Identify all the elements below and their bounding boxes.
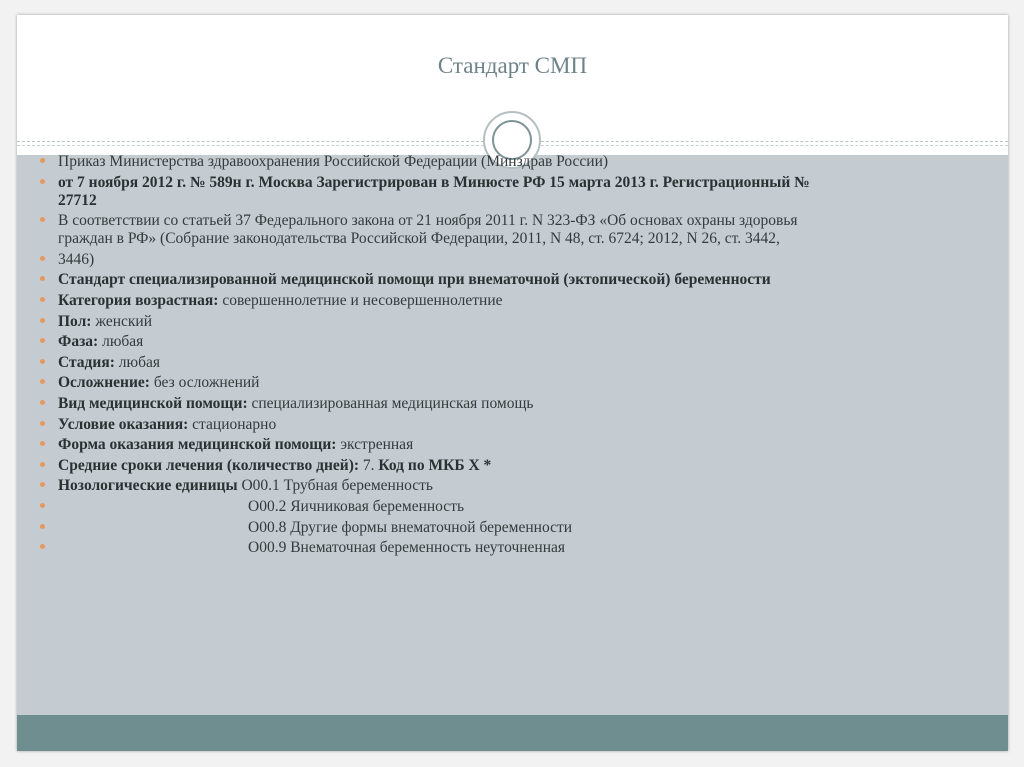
bullet-icon bbox=[40, 217, 45, 222]
item-value: специализированная медицинская помощь bbox=[247, 394, 534, 412]
list-item bbox=[40, 498, 840, 516]
bullet-icon bbox=[40, 441, 45, 446]
bullet-icon bbox=[40, 524, 45, 529]
bullet-icon bbox=[40, 482, 45, 487]
list-item bbox=[40, 292, 840, 310]
item-label: Пол: bbox=[58, 312, 92, 330]
slide-title: Стандарт СМП bbox=[437, 53, 588, 78]
bullet-icon bbox=[40, 158, 45, 163]
bottom-band bbox=[17, 715, 1008, 751]
item-text: Приказ Министерства здравоохранения Российской Федерации (Минздрав России) bbox=[58, 153, 609, 170]
bullet-icon bbox=[40, 318, 45, 323]
item-text: 3446) bbox=[58, 250, 95, 268]
item-text-indented: O00.2 Яичниковая беременность bbox=[248, 497, 465, 515]
list-item bbox=[40, 251, 840, 269]
bullet-icon bbox=[40, 276, 45, 281]
item-text-bold: Стандарт специализированной медицинской помощи при внематочной (эктопической) беременности bbox=[58, 271, 771, 289]
list-item bbox=[40, 374, 840, 392]
list-item bbox=[40, 519, 840, 537]
bullet-icon bbox=[40, 379, 45, 384]
item-value: любая bbox=[98, 333, 144, 351]
list-item bbox=[40, 174, 840, 210]
list-item bbox=[40, 416, 840, 434]
list-item bbox=[40, 313, 840, 331]
bullet-icon bbox=[40, 400, 45, 405]
list-item bbox=[40, 539, 840, 557]
item-label: Средние сроки лечения (количество дней): bbox=[58, 456, 360, 474]
list-item bbox=[40, 436, 840, 454]
item-label: Форма оказания медицинской помощи: bbox=[58, 436, 337, 454]
item-text-indented: O00.9 Внематочная беременность неуточненная bbox=[248, 539, 566, 557]
bullet-icon bbox=[40, 503, 45, 508]
item-value: без осложнений bbox=[149, 374, 260, 392]
item-label: Стадия: bbox=[58, 353, 115, 371]
item-value: экстренная bbox=[336, 436, 414, 454]
item-text-indented: O00.8 Другие формы внематочной беременности bbox=[248, 518, 573, 536]
item-text-bold: от 7 ноября 2012 г. № 589н г. Москва Зарегистрирован в Минюсте РФ 15 марта 2013 г. Регистрационный № 27712 bbox=[58, 173, 810, 209]
bullet-icon bbox=[40, 544, 45, 549]
bullet-icon bbox=[40, 297, 45, 302]
item-value: женский bbox=[91, 312, 153, 330]
item-value: совершеннолетние и несовершеннолетние bbox=[218, 291, 503, 309]
list-item bbox=[40, 477, 840, 495]
bullet-icon bbox=[40, 462, 45, 467]
item-label: Фаза: bbox=[58, 333, 99, 351]
item-code-label: Код по МКБ X * bbox=[374, 456, 492, 474]
list-item bbox=[40, 271, 840, 289]
list-item bbox=[40, 395, 840, 413]
item-value: 7. bbox=[359, 456, 375, 474]
item-value: стационарно bbox=[188, 415, 277, 433]
item-label: Осложнение: bbox=[58, 374, 150, 392]
item-value: любая bbox=[114, 353, 160, 371]
item-label: Нозологические единицы bbox=[58, 477, 238, 495]
bullet-icon bbox=[40, 338, 45, 343]
bullet-icon bbox=[40, 256, 45, 261]
list-item bbox=[40, 153, 840, 171]
item-text: В соответствии со статьей 37 Федерального закона от 21 ноября 2011 г. N 323-ФЗ «Об основах охраны здоровья граждан в РФ» (Собрание законодательства Российской Федерации, 2011, N 48, ст. 6724; 2012, N 26, ст. 3442, bbox=[58, 212, 798, 248]
bullet-icon bbox=[40, 421, 45, 426]
list-item bbox=[40, 457, 840, 475]
item-value: O00.1 Трубная беременность bbox=[237, 477, 433, 495]
bullet-icon bbox=[40, 359, 45, 364]
bullet-icon bbox=[40, 179, 45, 184]
bullet-list bbox=[40, 153, 840, 560]
item-label: Категория возрастная: bbox=[58, 291, 219, 309]
list-item bbox=[40, 333, 840, 351]
list-item bbox=[40, 212, 840, 248]
item-label: Условие оказания: bbox=[58, 415, 189, 433]
list-item bbox=[40, 354, 840, 372]
item-label: Вид медицинской помощи: bbox=[58, 394, 248, 412]
